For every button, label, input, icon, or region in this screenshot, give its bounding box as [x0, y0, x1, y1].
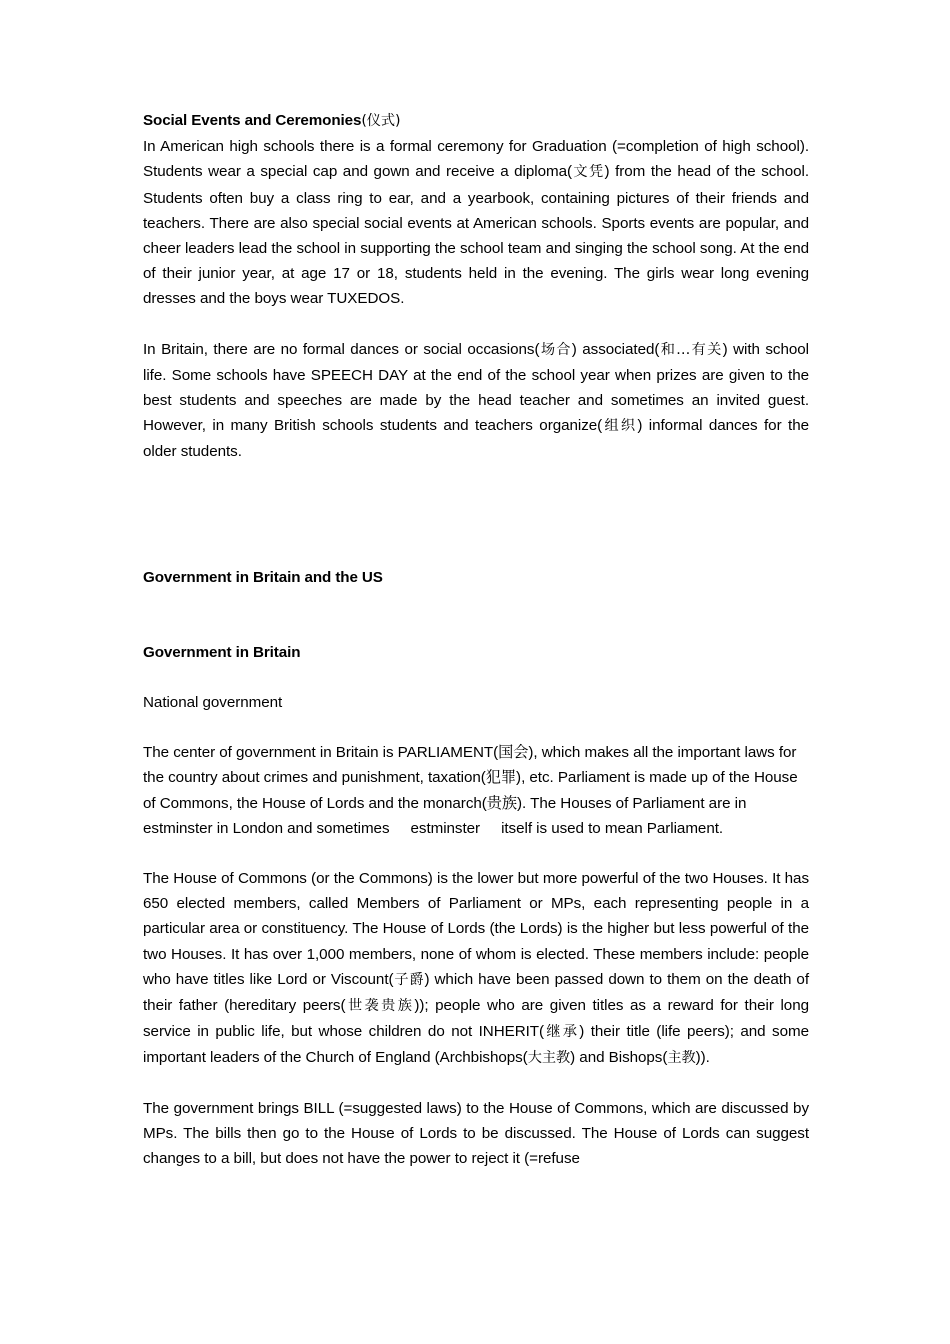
paragraph-spacer: [143, 1072, 809, 1096]
cjk-annotation: 组织: [602, 418, 638, 435]
paragraph-spacer: [143, 841, 809, 866]
cjk-annotation: 仪式: [366, 113, 395, 129]
document-body: [143, 108, 809, 1171]
subheading-national-government: National government: [143, 694, 283, 712]
heading-social-events-text: Social Events and Ceremonies: [143, 112, 362, 129]
heading-spacer: [143, 590, 809, 640]
heading-government-in-britain-and-the-us: Government in Britain and the US: [143, 568, 383, 586]
subheading-spacer: [143, 665, 809, 690]
paragraph-bills: The government brings BILL (=suggested laws) to the House of Commons, which are discussed by MPs. The bills then go to the House of Lords to be discussed. The House of Lords can suggest changes to a bill, but does not have the power to reject it (=refuse: [143, 1099, 809, 1168]
paragraph-parliament-part1: The center of government in Britain is PARLIAMENT(国会), which makes all the important laws for the country about crimes and punishment, taxation(犯罪), etc. Parliament is made up of the House of Commons, the House of Lords and the monarch(贵族). The Houses of Parliament are in: [143, 744, 798, 812]
paragraph-spacer: [143, 312, 809, 337]
section-spacer-large: [143, 465, 809, 565]
paragraph-parliament-part3: estminster: [410, 819, 481, 837]
cjk-annotation: 主教: [667, 1050, 696, 1067]
cjk-annotation: 场合: [539, 341, 572, 358]
paragraph-parliament-part2: estminster in London and sometimes: [143, 819, 390, 837]
cjk-annotation: 大主教: [527, 1050, 571, 1067]
cjk-annotation: 子爵: [393, 971, 425, 988]
paragraph-britain-social-occasions: In Britain, there are no formal dances or social occasions(场合) associated(和…有关) with school life. Some schools have SPEECH DAY at the end of the school year when prizes are given to the best students and speeches are made by the head teacher and sometimes an invited guest. However, in many British schools students and teachers organize(组织) informal dances for the older students.: [143, 340, 810, 461]
paragraph-american-high-schools: In American high schools there is a formal ceremony for Graduation (=completion of high school). Students wear a special cap and gown and receive a diploma(文凭) from the head of the school. Students often buy a class ring to ear, and a yearbook, containing pictures of their friends and teachers. There are also special social events at American schools. Sports events are popular, and cheer leaders lead the school in supporting the school team and singing the school song. At the end of their junior year, at age 17 or 18, students held in the evening. The girls wear long evening dresses and the boys wear TUXEDOS.: [143, 138, 809, 308]
cjk-annotation: 继承: [544, 1024, 580, 1041]
heading-government-in-britain: Government in Britain: [143, 643, 301, 661]
cjk-annotation: 和…有关: [659, 341, 723, 358]
paragraph-parliament-part4: itself is used to mean Parliament.: [501, 819, 724, 837]
heading-social-events-and-ceremonies: [143, 108, 809, 134]
paragraph-spacer: [143, 715, 809, 740]
cjk-annotation: 文凭: [572, 164, 605, 181]
paragraph-commons-and-lords: The House of Commons (or the Commons) is the lower but more powerful of the two Houses. It has 650 elected members, called Members of Parliament or MPs, each representing people in a particular area or constituency. The House of Lords (the Lords) is the higher but less powerful of the two Houses. It has over 1,000 members, none of whom is elected. These members include: people who have titles like Lord or Viscount(子爵) which have been passed down to them on the death of their father (hereditary peers(世袭贵族)); people who are given titles as a reward for their long service in public life, but whose children do not INHERIT(继承) their title (life peers); and some important leaders of the Church of England (Archbishops(大主教) and Bishops(主教)).: [143, 870, 809, 1067]
paragraph-parliament: [143, 740, 809, 841]
heading-social-events-annotation: (仪式): [361, 113, 401, 129]
cjk-annotation: 世袭贵族: [345, 998, 415, 1015]
